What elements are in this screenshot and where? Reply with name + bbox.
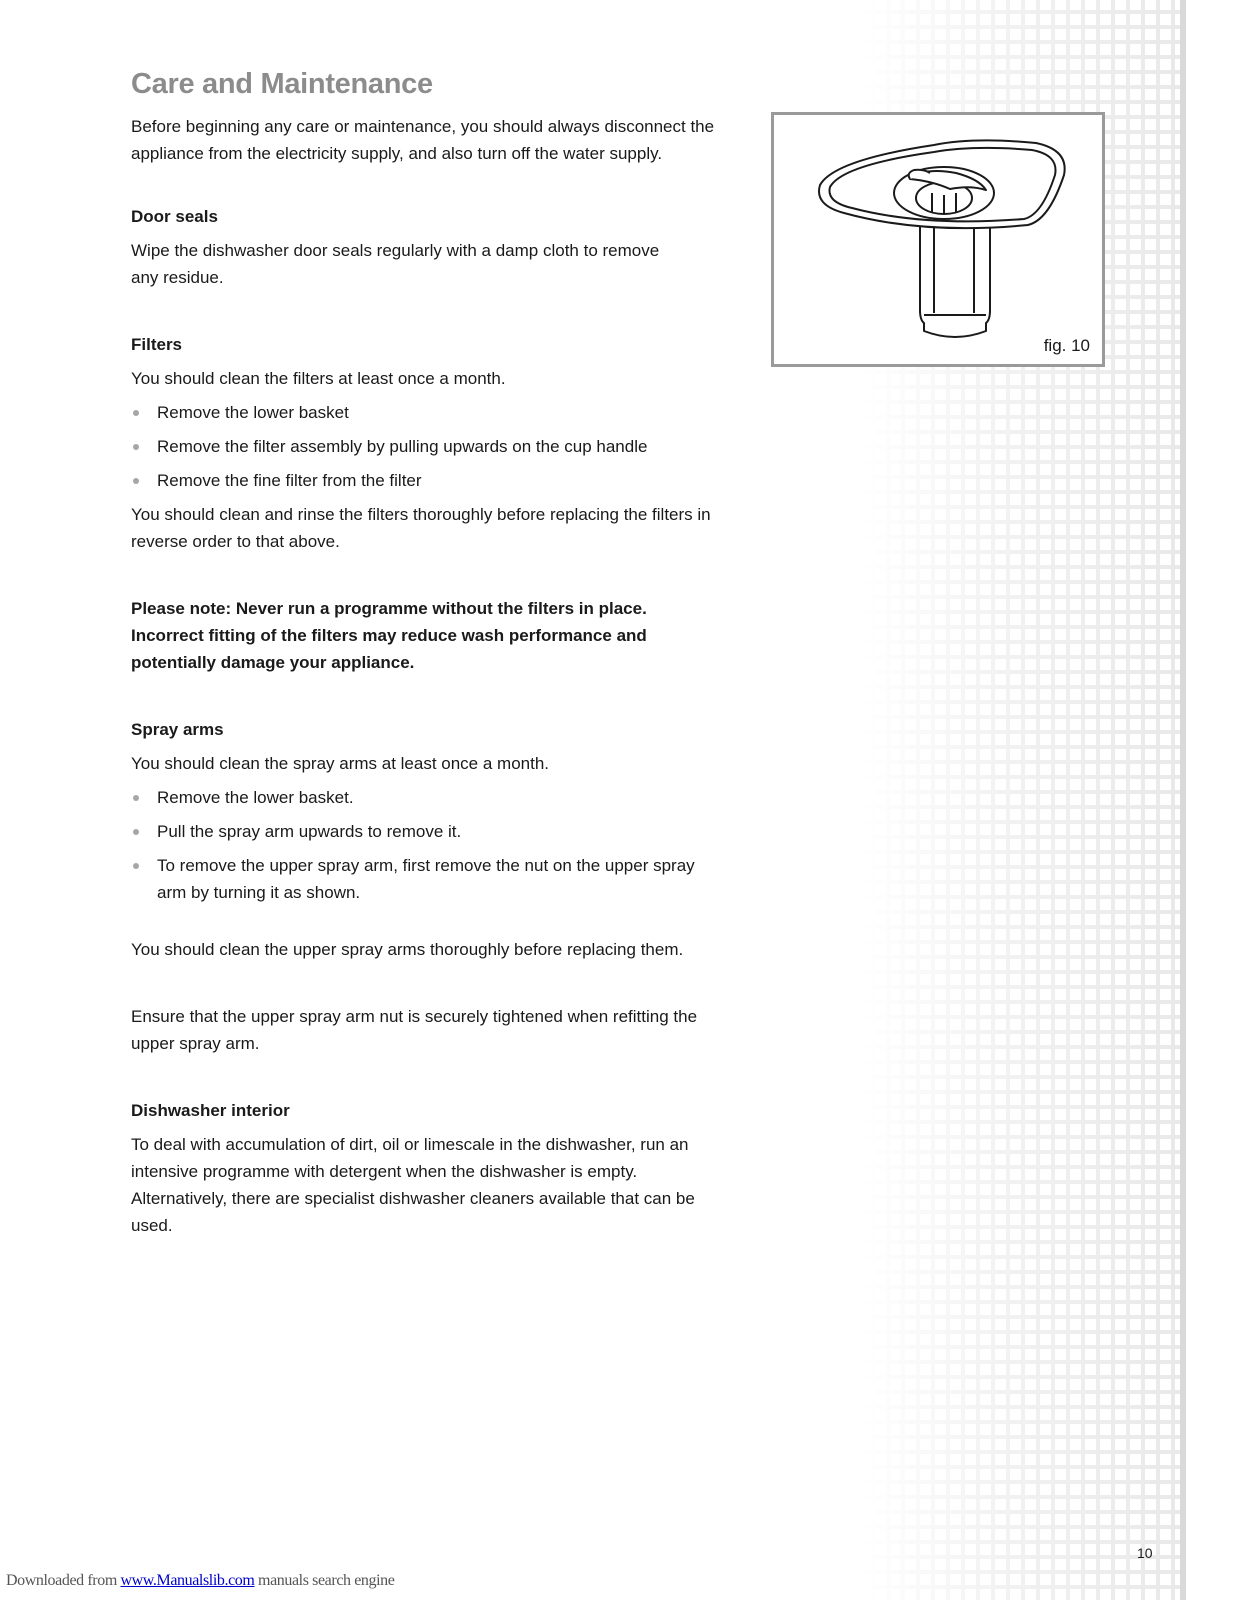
- filters-text: You should clean the filters at least once a month.: [131, 369, 506, 388]
- spray-arms-text: You should clean the spray arms at least once a month.: [131, 754, 550, 773]
- list-item: To remove the upper spray arm, first remove the nut on the upper spray arm by turning it as shown.: [131, 852, 721, 906]
- manualslib-link[interactable]: www.Manualslib.com: [120, 1572, 255, 1589]
- filters-note: Please note: Never run a programme without the filters in place. Incorrect fitting of the filters may reduce wash performance and potentially damage your appliance.: [131, 599, 647, 672]
- filters-heading: Filters: [131, 335, 183, 354]
- filter-assembly-illustration-icon: [774, 115, 1102, 364]
- figure-10: [771, 112, 1105, 367]
- spray-arms-steps: [131, 784, 721, 906]
- interior-heading: Dishwasher interior: [131, 1101, 290, 1120]
- grid-edge: [1180, 0, 1186, 1600]
- door-seals-heading: Door seals: [131, 207, 218, 226]
- list-item: Remove the lower basket.: [131, 784, 721, 811]
- door-seals-text: Wipe the dishwasher door seals regularly with a damp cloth to remove any residue.: [131, 241, 660, 287]
- list-item: Remove the fine filter from the filter: [131, 467, 731, 494]
- list-item: Remove the filter assembly by pulling upwards on the cup handle: [131, 433, 731, 460]
- interior-text: To deal with accumulation of dirt, oil or limescale in the dishwasher, run an intensive programme with detergent when the dishwasher is empty. Alternatively, there are specialist dishwasher cleaners available that can be used.: [131, 1135, 695, 1235]
- figure-caption: fig. 10: [1043, 336, 1090, 355]
- spray-arms-nut-text: Ensure that the upper spray arm nut is securely tightened when refitting the upper spray arm.: [131, 1007, 698, 1053]
- page-title: Care and Maintenance: [131, 68, 433, 100]
- list-item: Pull the spray arm upwards to remove it.: [131, 818, 721, 845]
- download-footer: [6, 1572, 394, 1590]
- footer-suffix: manuals search engine: [254, 1572, 395, 1589]
- main-content: [131, 113, 731, 1239]
- spray-arms-heading: Spray arms: [131, 720, 224, 739]
- page-number: 10: [1137, 1545, 1153, 1561]
- filters-after-text: You should clean and rinse the filters thoroughly before replacing the filters in reverse order to that above.: [131, 505, 711, 551]
- spray-arms-after-text: You should clean the upper spray arms thoroughly before replacing them.: [131, 940, 684, 959]
- footer-prefix: Downloaded from: [6, 1572, 121, 1589]
- intro-paragraph: Before beginning any care or maintenance, you should always disconnect the appliance from the electricity supply, and also turn off the water supply.: [131, 117, 715, 163]
- list-item: Remove the lower basket: [131, 399, 731, 426]
- filters-steps: [131, 399, 731, 494]
